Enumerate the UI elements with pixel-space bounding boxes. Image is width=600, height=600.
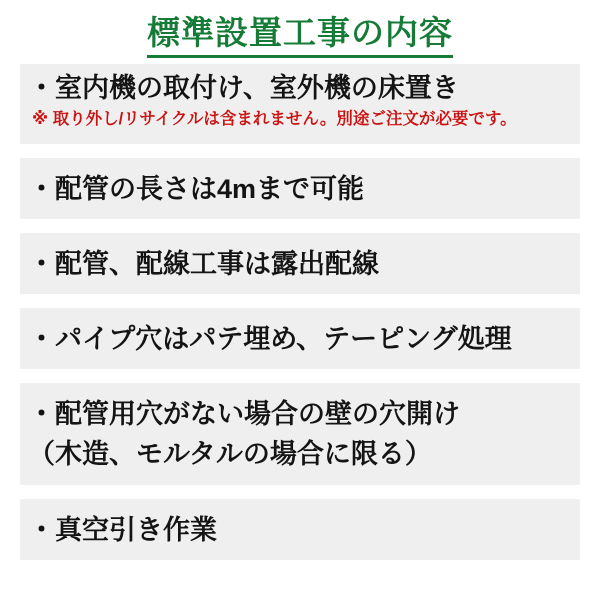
list-item-text (28, 511, 572, 549)
list-item-text (28, 69, 572, 107)
list-item-text (28, 394, 572, 434)
item-text: 配管用穴がない場合の壁の穴開け (55, 399, 460, 429)
list-item (20, 499, 580, 560)
bullet-glyph: ・ (28, 323, 55, 354)
list-item-text (28, 320, 572, 358)
list-item (20, 383, 580, 485)
list-item-text-line2: （木造、モルタルの場合に限る） (28, 439, 432, 469)
list-item (20, 308, 580, 369)
page-title: 標準設置工事の内容 (147, 14, 453, 58)
item-text: 室内機の取付け、室外機の床置き (55, 73, 459, 103)
item-text: 真空引き作業 (55, 514, 217, 545)
bullet-glyph: ・ (28, 173, 55, 204)
title-wrap (0, 0, 600, 64)
item-note: ※ 取り外し/リサイクルは含まれません。別途ご注文が必要です。 (32, 110, 517, 128)
bullet-glyph: ・ (28, 248, 55, 279)
list-item-text (28, 170, 572, 208)
item-list (20, 64, 580, 560)
list-item-text (28, 245, 572, 283)
item-text: 配管の長さは4mまで可能 (55, 173, 365, 204)
list-item (20, 233, 580, 294)
bullet-glyph: ・ (28, 399, 55, 429)
item-text: パイプ穴はパテ埋め、テーピング処理 (55, 323, 512, 354)
list-item (20, 158, 580, 219)
item-text: 配管、配線工事は露出配線 (55, 248, 379, 279)
list-item (20, 64, 580, 144)
bullet-glyph: ・ (28, 73, 55, 103)
bullet-glyph: ・ (28, 514, 55, 545)
